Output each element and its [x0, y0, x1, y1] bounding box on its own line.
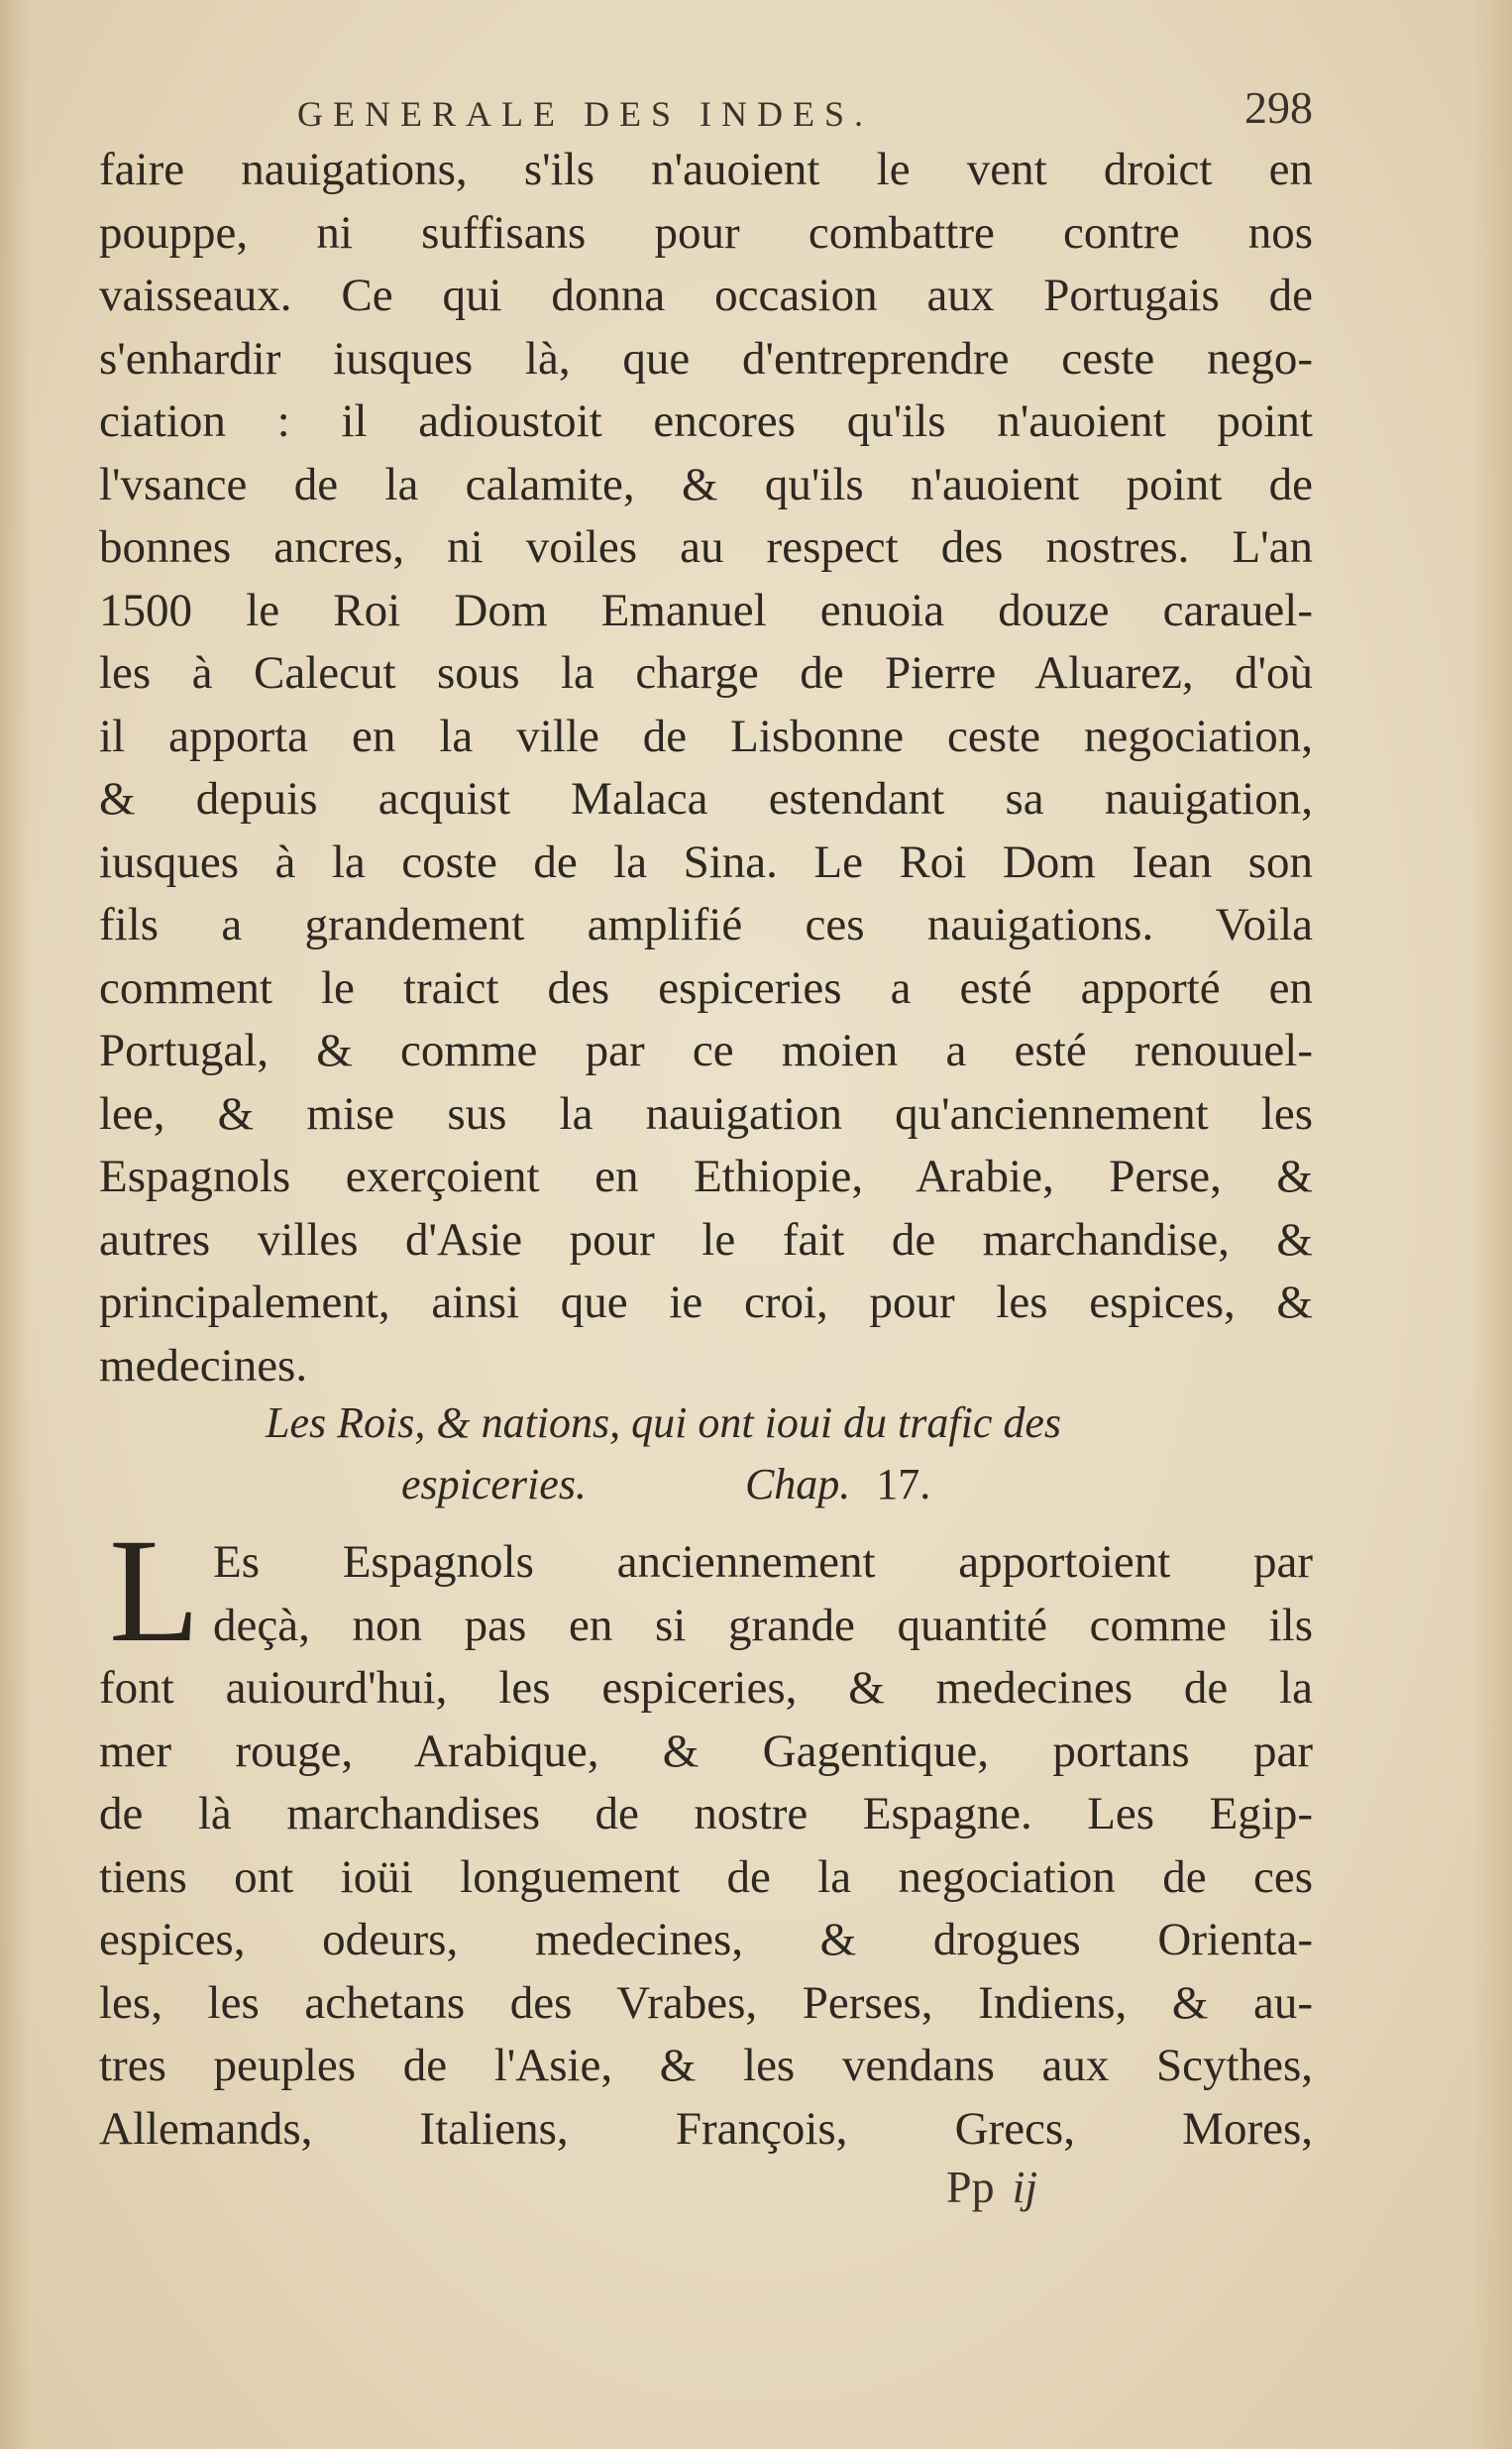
text-line: vaisseaux. Ce qui donna occasion aux Portugais de: [99, 270, 1313, 321]
text-line: les, les achetans des Vrabes, Perses, Indiens, & au-: [99, 1976, 1313, 2029]
text-line: tres peuples de l'Asie, & les vendans aux Scythes,: [99, 2040, 1313, 2091]
paragraph-continued: [99, 139, 1313, 1397]
text-line: fils a grandement amplifié ces nauigations. Voila: [99, 899, 1313, 950]
signature-letters: Pp: [946, 2162, 995, 2212]
text-line: tiens ont ioüi longuement de la negociation de ces: [99, 1850, 1313, 1903]
text-line: iusques à la coste de la Sina. Le Roi Dom Iean son: [99, 835, 1313, 888]
text-line: comment le traict des espiceries a esté apporté en: [99, 961, 1313, 1014]
text-line: s'enhardir iusques là, que d'entreprendre ceste nego-: [99, 332, 1313, 385]
chapter-title-line: Les Rois, & nations, qui ont ioui du trafic des: [266, 1398, 1062, 1447]
text-line: de là marchandises de nostre Espagne. Les Egip-: [99, 1788, 1313, 1839]
page-number: 298: [1244, 82, 1313, 133]
text-line: ciation : il adioustoit encores qu'ils n'auoient point: [99, 395, 1313, 447]
signature-mark: [946, 2161, 1037, 2213]
text-line: les à Calecut sous la charge de Pierre Aluarez, d'où: [99, 647, 1313, 699]
chapter-title-line: [99, 1454, 1313, 1515]
text-line: 1500 le Roi Dom Emanuel enuoia douze carauel-: [99, 584, 1313, 636]
text-line: espices, odeurs, medecines, & drogues Orienta-: [99, 1914, 1313, 1965]
text-line: lee, & mise sus la nauigation qu'anciennement les: [99, 1087, 1313, 1140]
text-line: principalement, ainsi que ie croi, pour les espices, &: [99, 1277, 1313, 1328]
text-line: Allemands, Italiens, François, Grecs, Mores,: [99, 2102, 1313, 2155]
chapter-number: 17.: [876, 1460, 931, 1508]
text-line: bonnes ancres, ni voiles au respect des nostres. L'an: [99, 521, 1313, 573]
signature-roman: ij: [1012, 2162, 1038, 2212]
text-line: Espagnols exerçoient en Ethiopie, Arabie, Perse, &: [99, 1151, 1313, 1202]
text-line: & depuis acquist Malaca estendant sa nauigation,: [99, 773, 1313, 825]
page-edge-left: [0, 0, 30, 2449]
paragraph-chapter-17: [99, 1508, 1313, 2161]
chapter-heading: [99, 1392, 1313, 1515]
running-head: GENERALE DES INDES.: [297, 94, 873, 134]
text-line: medecines.: [99, 1339, 308, 1391]
text-line: mer rouge, Arabique, & Gagentique, portans par: [99, 1725, 1313, 1777]
text-line: Portugal, & comme par ce moien a esté renouuel-: [99, 1025, 1313, 1076]
text-line: pouppe, ni suffisans pour combattre contre nos: [99, 206, 1313, 259]
drop-cap: L: [109, 1508, 200, 1673]
text-line: Es Espagnols anciennement apportoient par: [213, 1536, 1313, 1588]
text-line: deçà, non pas en si grande quantité comme ils: [213, 1599, 1313, 1651]
page-edge-right: [1472, 0, 1512, 2449]
text-line: faire nauigations, s'ils n'auoient le vent droict en: [99, 144, 1313, 195]
text-line: l'vsance de la calamite, & qu'ils n'auoient point de: [99, 458, 1313, 510]
text-line: autres villes d'Asie pour le fait de marchandise, &: [99, 1213, 1313, 1266]
chapter-label: Chap.: [744, 1460, 851, 1508]
text-line: il apporta en la ville de Lisbonne ceste negociation,: [99, 710, 1313, 762]
text-line: font auiourd'hui, les espiceries, & medecines de la: [99, 1662, 1313, 1714]
chapter-title-end: espiceries.: [401, 1460, 587, 1508]
